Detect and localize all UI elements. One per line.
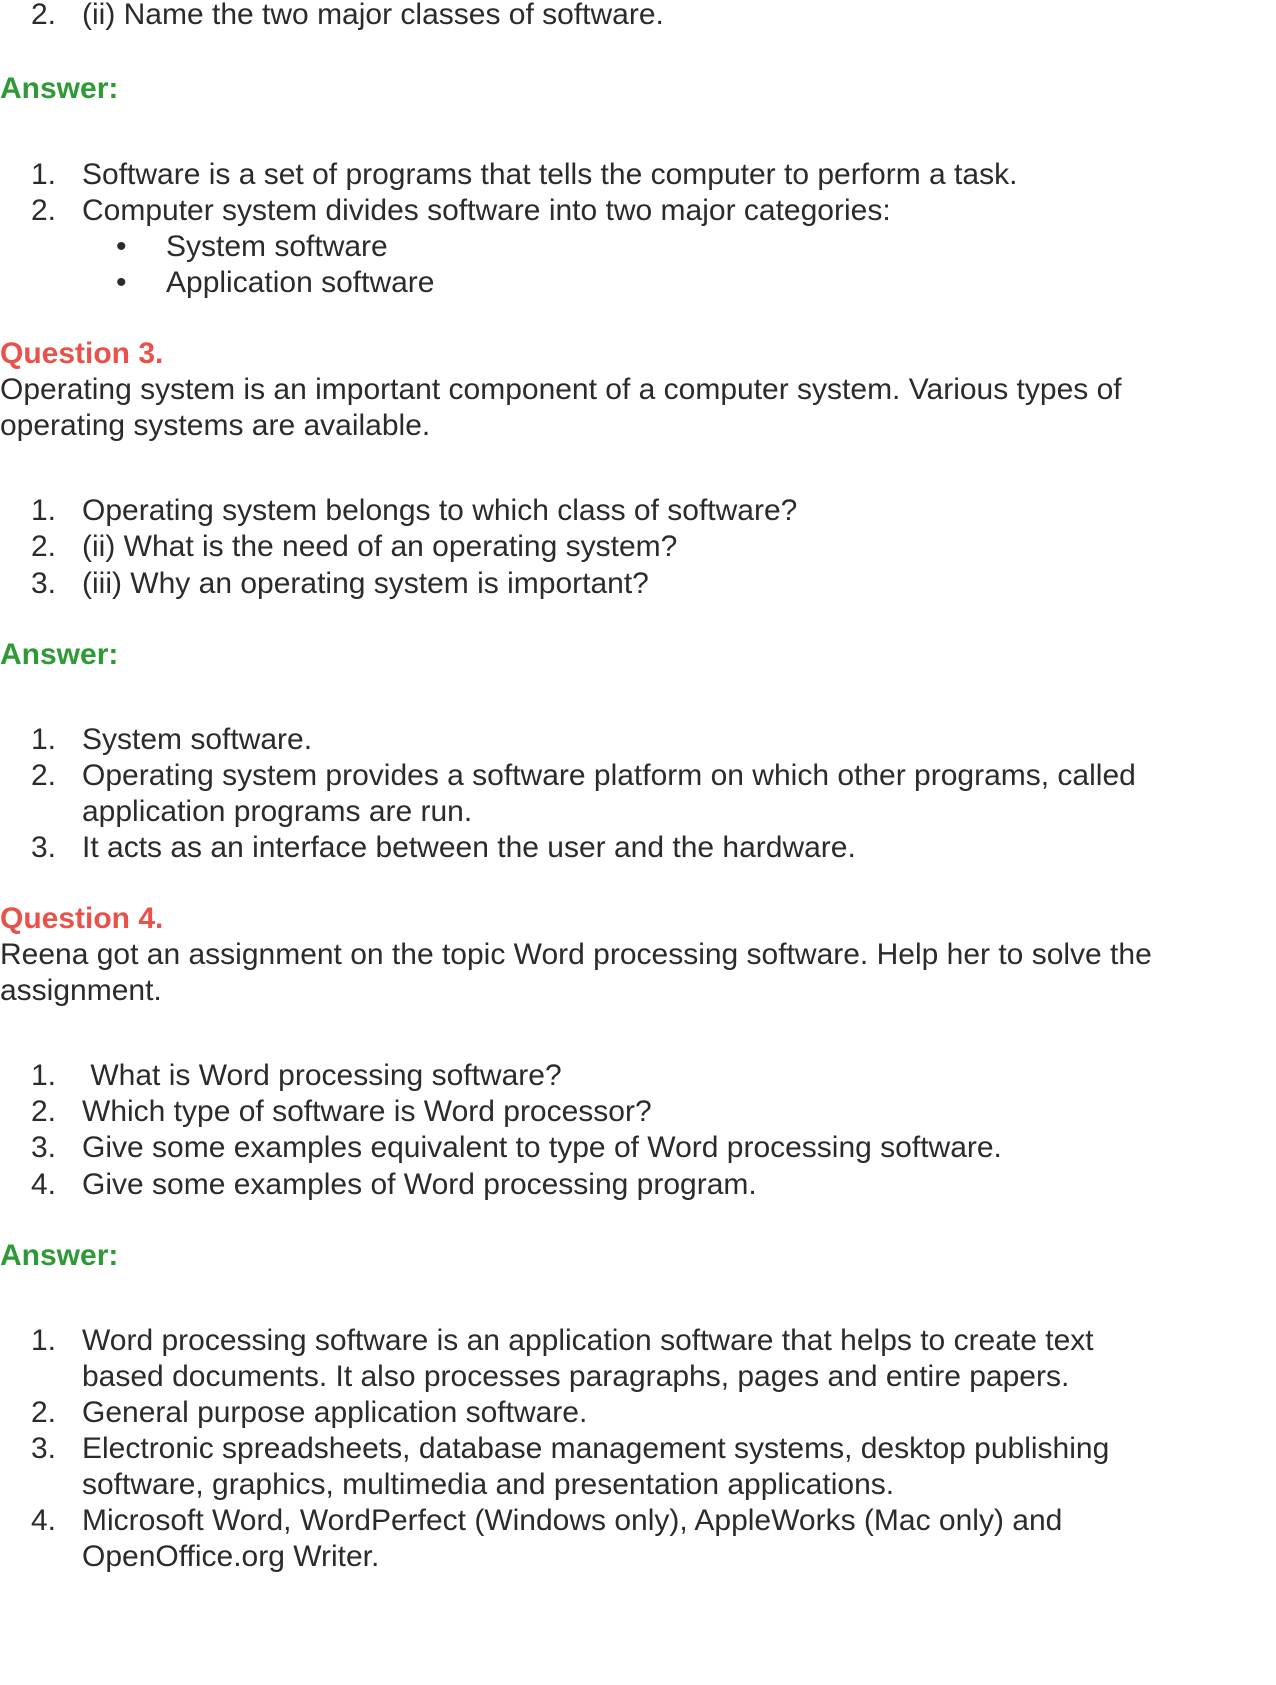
question-4-intro-line-1: Reena got an assignment on the topic Word processing software. Help her to solve the xyxy=(0,938,1152,971)
question-3-intro-line-2: operating systems are available. xyxy=(0,409,431,442)
bullet-icon: • xyxy=(116,266,127,299)
bullet-icon: • xyxy=(116,230,127,263)
question-3-heading: Question 3. xyxy=(0,337,164,370)
answer-2-heading: Answer: xyxy=(0,72,119,105)
question-4-intro-line-2: assignment. xyxy=(0,974,162,1007)
question-4-heading: Question 4. xyxy=(0,902,164,935)
question-3-intro-line-1: Operating system is an important component of a computer system. Various types of xyxy=(0,373,1122,406)
answer-4-heading: Answer: xyxy=(0,1239,119,1272)
answer-3-heading: Answer: xyxy=(0,638,119,671)
